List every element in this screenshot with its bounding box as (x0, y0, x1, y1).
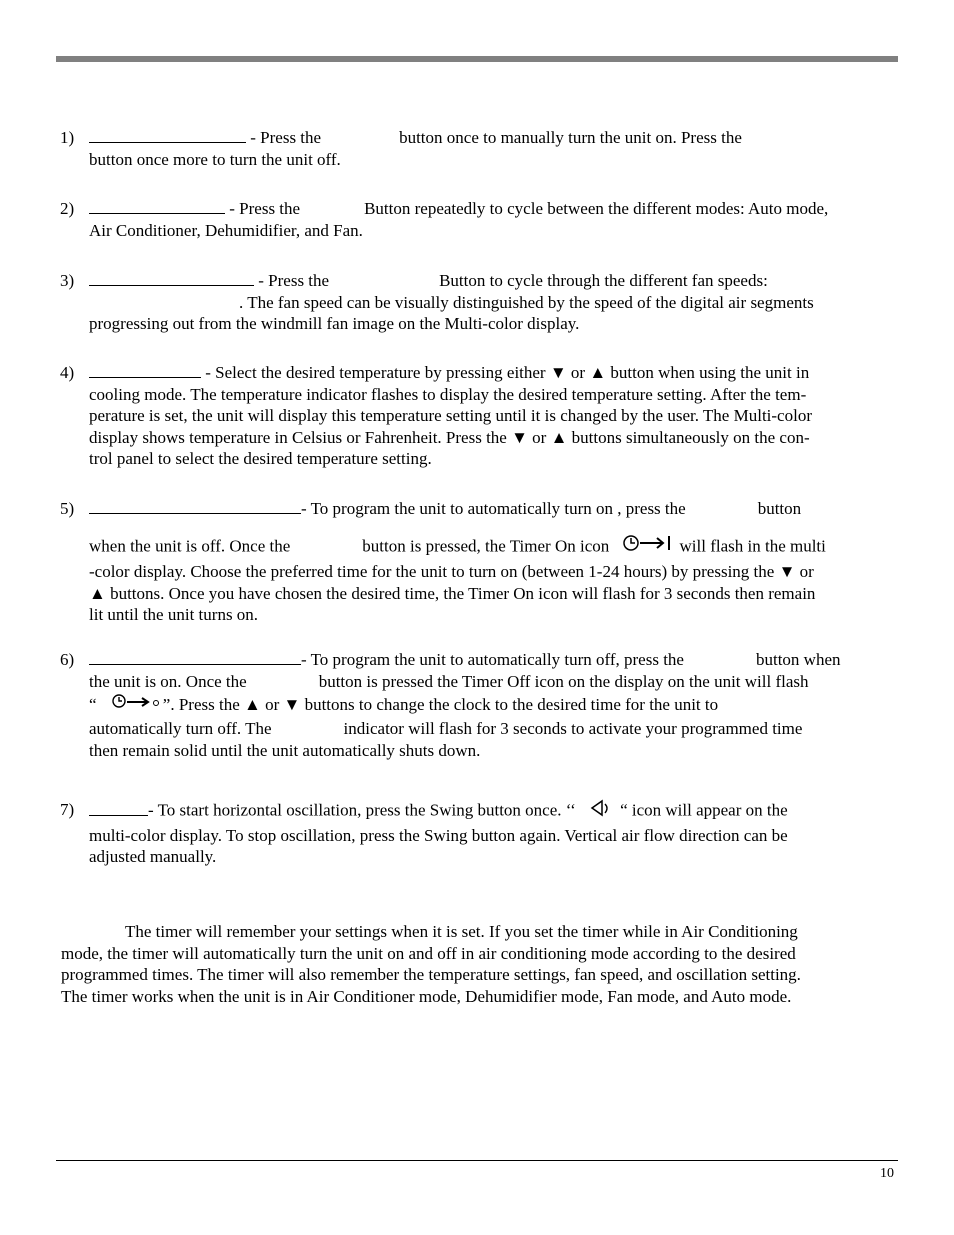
item-text: Air Conditioner, Dehumidifier, and Fan. (89, 220, 363, 240)
item-number: 5) (60, 499, 75, 518)
item-text: . The fan speed can be visually distinguished by the speed of the digital air segments (239, 292, 814, 312)
list-item-timer-off (60, 649, 896, 761)
item-text: when the unit is off. Once the (89, 536, 291, 556)
item-number: 6) (60, 650, 75, 669)
item-text: Button repeatedly to cycle between the different modes: Auto mode, (364, 199, 829, 218)
item-text: adjusted manually. (89, 847, 217, 867)
list-item-mode (60, 198, 896, 241)
item-text: - Press the (258, 271, 330, 290)
item-number: 2) (60, 199, 75, 218)
header-rule (56, 56, 898, 62)
item-text: “ icon will appear on the (620, 800, 788, 820)
blank-heading (89, 362, 201, 378)
item-number: 7) (60, 800, 75, 819)
item-text: - To program the unit to automatically turn off, press the (301, 650, 684, 669)
item-text: - Press the (229, 199, 301, 218)
item-text: automatically turn off. The (89, 719, 272, 739)
item-text: button once to manually turn the unit on. Press the (399, 128, 742, 147)
item-text: button is pressed the Timer Off icon on the display on the unit will flash (318, 671, 809, 691)
blank-heading (89, 800, 148, 816)
item-text: the unit is on. Once the (89, 671, 247, 691)
list-item-timer-on (60, 498, 896, 626)
item-text: cooling mode. The temperature indicator flashes to display the desired temperature setting. After the tem- (89, 384, 807, 404)
paragraph-line: programmed times. The timer will also remember the temperature settings, fan speed, and oscillation setting. (61, 965, 801, 985)
timer-on-icon (622, 534, 674, 562)
list-item-power (60, 127, 896, 170)
item-text: “ (89, 695, 97, 715)
blank-heading (89, 198, 225, 214)
item-text: ▲ buttons. Once you have chosen the desired time, the Timer On icon will flash for 3 seconds then remain (89, 583, 816, 603)
swing-icon (588, 799, 610, 825)
item-text: - To program the unit to automatically turn on , press the (301, 499, 686, 518)
item-text: button once more to turn the unit off. (89, 149, 341, 169)
item-text: then remain solid until the unit automatically shuts down. (89, 740, 481, 760)
page-number: 10 (880, 1166, 894, 1181)
item-text: multi-color display. To stop oscillation, press the Swing button again. Vertical air flow direction can be (89, 825, 788, 845)
item-number: 1) (60, 128, 75, 147)
item-number: 3) (60, 271, 75, 290)
blank-heading (89, 498, 301, 514)
item-text: - Select the desired temperature by pressing either ▼ or ▲ button when using the unit in (205, 363, 810, 382)
item-text: display shows temperature in Celsius or Fahrenheit. Press the ▼ or ▲ buttons simultaneously on the con- (89, 427, 810, 447)
paragraph-line: The timer will remember your settings when it is set. If you set the timer while in Air Conditioning (125, 922, 798, 941)
item-text: progressing out from the windmill fan image on the Multi-color display. (89, 314, 580, 334)
item-text: Button to cycle through the different fan speeds: (439, 271, 768, 290)
item-text: button (757, 499, 802, 518)
timer-memory-paragraph (61, 921, 897, 1007)
paragraph-line: mode, the timer will automatically turn the unit on and off in air conditioning mode according to the desired (61, 943, 796, 963)
item-text: button is pressed, the Timer On icon (362, 536, 610, 556)
item-text: - Press the (250, 128, 322, 147)
item-text: lit until the unit turns on. (89, 605, 259, 625)
item-text: perature is set, the unit will display this temperature setting until it is changed by the user. The Multi-color (89, 406, 812, 426)
item-text: will flash in the multi (679, 536, 826, 556)
blank-heading (89, 127, 246, 143)
paragraph-line: The timer works when the unit is in Air Conditioner mode, Dehumidifier mode, Fan mode, and Auto mode. (61, 986, 792, 1006)
item-text: trol panel to select the desired temperature setting. (89, 449, 432, 469)
list-item-swing (60, 799, 896, 868)
footer-rule (56, 1160, 898, 1161)
item-text: ”. Press the ▲ or ▼ buttons to change the clock to the desired time for the unit to (162, 695, 719, 715)
timer-off-icon (111, 694, 161, 718)
item-number: 4) (60, 363, 75, 382)
blank-heading (89, 270, 254, 286)
item-text: -color display. Choose the preferred time for the unit to turn on (between 1-24 hours) by pressing the ▼ or (89, 562, 814, 582)
item-text: button when (755, 650, 841, 669)
list-item-fan-speed (60, 270, 896, 335)
list-item-temperature (60, 362, 896, 470)
blank-heading (89, 649, 301, 665)
item-text: - To start horizontal oscillation, press the Swing button once. ‘‘ (148, 800, 576, 820)
item-text: indicator will flash for 3 seconds to activate your programmed time (343, 719, 803, 739)
